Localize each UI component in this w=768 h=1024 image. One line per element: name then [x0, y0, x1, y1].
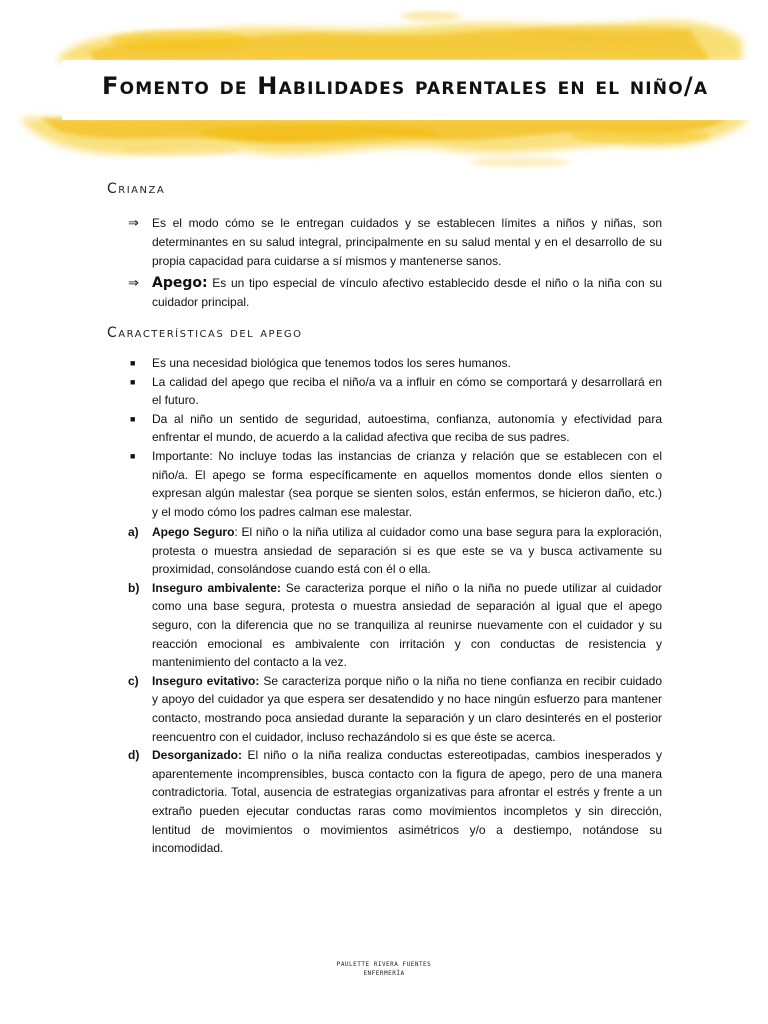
attachment-type-item	[128, 672, 662, 746]
bullet-item	[128, 410, 662, 447]
attachment-types-list	[128, 523, 662, 858]
attachment-type-item	[128, 746, 662, 858]
crianza-item-apego	[128, 274, 662, 312]
caracteristicas-bullets	[128, 354, 662, 521]
bullet-text: Importante: No incluye todas las instancias de crianza y relación que se establecen con el niño/a. El apego se forma específicamente en aquellos momentos donde ellos sienten o expresan algún malestar (sea porque se sienten solos, están enfermos, se hicieron daño, etc.) y el modo cómo los padres calman ese malestar.	[152, 448, 662, 519]
crianza-list	[128, 214, 662, 315]
attachment-type-term: Apego Seguro	[152, 525, 235, 539]
attachment-type-text: El niño o la niña realiza conductas estereotipadas, cambios inesperados y aparentemente incomprensibles, busca contacto con la figura de apego, pero de una manera contradictoria. Total, ausencia de estrategias organizativas para afrontar el estrés y frente a un extraño pueden ejecutar conductas raras como movimientos incompletos y sin dirección, lentitud de movimientos o movimientos asimétricos y/o a destiempo, notándose su incomodidad.	[152, 748, 662, 856]
apego-term: Apego:	[152, 275, 208, 291]
bullet-icon: ■	[130, 450, 136, 461]
crianza-item-definicion	[128, 214, 662, 271]
footer-program: ENFERMERÍA	[363, 970, 405, 977]
item-letter: c)	[128, 673, 139, 688]
item-letter: a)	[128, 525, 139, 539]
bullet-icon: ■	[130, 358, 136, 368]
bullet-icon: ■	[130, 376, 136, 387]
attachment-type-text: : El niño o la niña utiliza al cuidador como una base segura para la exploración, protesta o muestra ansiedad de separación si es que este se va y busca activamente su proximidad, consolándose cuando está con él o ella.	[152, 525, 662, 577]
item-letter: d)	[128, 748, 140, 763]
double-arrow-icon: ⇒	[128, 216, 139, 231]
bullet-text: La calidad del apego que reciba el niño/a va a influir en cómo se comportará y desarrollará en el futuro.	[152, 374, 662, 408]
footer-author: PAULETTE RIVERA FUENTES	[336, 961, 432, 968]
section-heading-crianza: Crianza	[107, 181, 166, 197]
attachment-type-term: Inseguro evitativo:	[152, 673, 260, 688]
bullet-text: Da al niño un sentido de seguridad, autoestima, confianza, autonomía y efectividad para enfrentar el mundo, de acuerdo a la calidad afectiva que reciba de sus padres.	[152, 411, 662, 445]
attachment-type-term: Inseguro ambivalente:	[152, 580, 281, 595]
bullet-item	[128, 354, 662, 373]
double-arrow-icon: ⇒	[128, 276, 139, 291]
attachment-type-text: Se caracteriza porque el niño o la niña no puede utilizar al cuidador como una base segura, protesta o muestra ansiedad de separación al igual que el apego seguro, con la diferencia que no se tranquiliza al reunirse nuevamente con el cuidador y su reacción emocional es ambivalente con irritación y con conductas de resistencia y mantenimiento del contacto a la vez.	[152, 580, 662, 670]
bullet-item	[128, 447, 662, 521]
section-heading-caracteristicas: Características del apego	[107, 325, 303, 341]
item-letter: b)	[128, 580, 140, 595]
crianza-item-text: Es el modo cómo se le entregan cuidados y se establecen límites a niños y niñas, son determinantes en su salud integral, principalmente en su salud mental y en el desarrollo de su propia capacidad para cuidarse a sí mismos y mantenerse sanos.	[152, 216, 662, 268]
bullet-text: Es una necesidad biológica que tenemos todos los seres humanos.	[152, 356, 511, 370]
bullet-icon: ■	[130, 413, 136, 424]
attachment-type-term: Desorganizado:	[152, 748, 243, 763]
attachment-type-text: Se caracteriza porque niño o la niña no tiene confianza en recibir cuidado y apoyo del cuidador ya que espera ser desatendido y no hace ningún esfuerzo para mantener contacto, mostrando poca ansiedad durante la separación y un claro desinterés en el posterior reencuentro con el cuidador, incluso rechazándolo si es que éste se acerca.	[152, 673, 662, 744]
page-title: Fomento de Habilidades parentales en el niño/a	[102, 72, 709, 100]
attachment-type-item	[128, 523, 662, 579]
bullet-item	[128, 373, 662, 410]
attachment-type-item	[128, 579, 662, 672]
crianza-item-text: Es un tipo especial de vínculo afectivo establecido desde el niño o la niña con su cuidador principal.	[152, 276, 662, 309]
footer	[0, 960, 768, 978]
